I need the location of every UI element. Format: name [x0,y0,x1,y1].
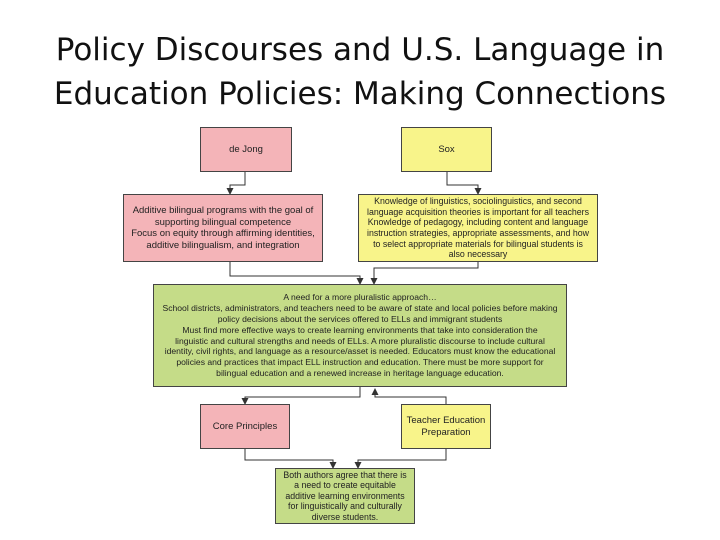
dejong-detail-line: Focus on equity through affirming identities, [131,228,315,239]
conclusion-line: Both authors agree that there is [283,469,407,480]
core-principles-box [200,404,290,449]
conclusion-line: for linguistically and culturally [288,501,402,512]
sox-detail-line: Knowledge of linguistics, sociolinguistics, and second [374,196,582,207]
slide-title-line-1: Policy Discourses and U.S. Language in [55,32,665,68]
sox-detail-box [358,194,598,262]
slide-title-line-2: Education Policies: Making Connections [53,76,667,112]
connector-dejong-to-detail [230,172,245,194]
center-line: linguistic and cultural strengths and needs of ELLs. A more pluralistic discourse to include cultural [175,335,545,346]
conclusion-line: additive learning environments [285,490,405,501]
connector-teacher-to-conclusion [358,449,446,468]
teacher-education-box [401,404,491,449]
connector-core-to-conclusion [245,449,333,468]
dejong-detail-line: Additive bilingual programs with the goal of [132,205,314,216]
sox-detail-line: to select appropriate materials for bilingual students is [373,238,583,249]
sox-label: Sox [438,143,455,155]
sox-detail-line: instruction strategies, appropriate assessments, and how [366,228,589,238]
conclusion-line: a need to create equitable [294,480,396,491]
conclusion-box [275,468,415,524]
teacher-education-line: Teacher Education [406,415,486,426]
teacher-education-line: Preparation [421,426,471,438]
center-line: policy decisions about the services offered to ELLs and immigrant students [217,313,503,324]
connector-teacher-to-center [375,389,446,404]
dejong-label: de Jong [229,143,263,155]
center-line: policies and practices that impact ELL instruction and education. There must be more support for [176,357,544,368]
connector-sox-to-detail [447,172,478,194]
center-line: Must find more effective ways to create learning environments that take into consideration the [182,324,538,335]
connector-sox-detail-to-center [374,262,478,284]
connector-center-to-core [245,387,360,404]
dejong-detail-line: supporting bilingual competence [154,216,292,228]
sox-detail-line: also necessary [448,249,508,260]
dejong-box [200,127,292,172]
dejong-detail-line: additive bilingualism, and integration [146,239,300,251]
pluralistic-approach-box [153,284,567,387]
core-principles-label: Core Principles [212,420,278,432]
center-line: School districts, administrators, and teachers need to be aware of state and local policies before making [162,303,558,314]
center-line: bilingual education and a renewed increase in heritage language education. [216,367,504,378]
center-line: A need for a more pluralistic approach… [283,292,437,303]
center-line: identity, civil rights, and language as a resource/asset is needed. Educators must know the educational [164,346,556,357]
sox-detail-line: language acquisition theories is important for all teachers [366,206,589,217]
sox-detail-line: Knowledge of pedagogy, including content and language [367,217,589,228]
sox-box [401,127,492,172]
conclusion-line: diverse students. [311,511,379,522]
connector-dejong-detail-to-center [230,262,360,284]
dejong-detail-box [123,194,323,262]
